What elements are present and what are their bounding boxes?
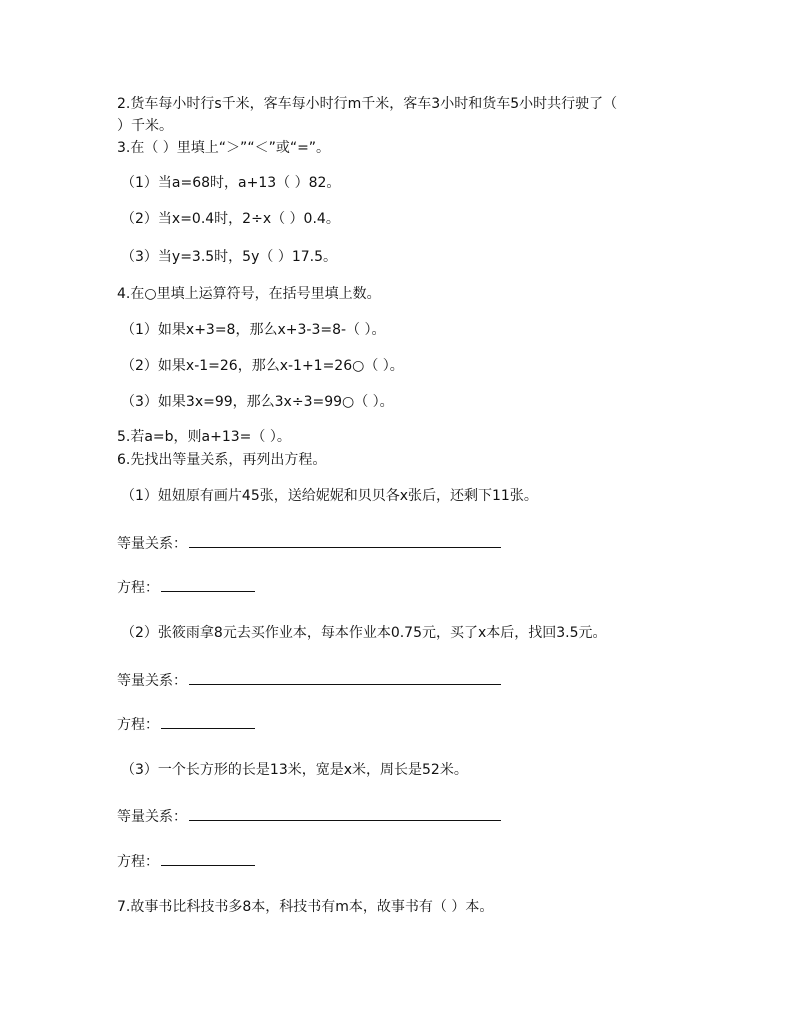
relation-answer-blank[interactable] [189, 533, 501, 548]
question-3-item-2: （2）当x=0.4时，2÷x（ ）0.4。 [121, 211, 340, 227]
relation-label: 等量关系： [117, 809, 187, 825]
question-3-item-3: （3）当y=3.5时，5y（ ）17.5。 [121, 249, 338, 265]
question-4-item-1: （1）如果x+3=8，那么x+3-3=8-（ ）。 [121, 322, 386, 338]
question-6-part-3: （3）一个长方形的长是13米，宽是x米，周长是52米。 [121, 762, 468, 778]
question-4-item-3: （3）如果3x=99，那么3x÷3=99○（ ）。 [121, 394, 394, 410]
equation-label: 方程： [117, 717, 159, 733]
equation-row-2 [117, 714, 255, 735]
question-2-line-1: 2.货车每小时行s千米，客车每小时行m千米，客车3小时和货车5小时共行驶了（ [117, 96, 618, 112]
equation-answer-blank[interactable] [161, 714, 255, 729]
question-6-stem: 6.先找出等量关系，再列出方程。 [117, 452, 327, 468]
question-3-stem: 3.在（ ）里填上“＞”“＜”或“=”。 [117, 140, 331, 156]
relation-row-1 [117, 533, 501, 554]
question-7: 7.故事书比科技书多8本，科技书有m本，故事书有（ ）本。 [117, 899, 494, 915]
question-6-part-2: （2）张筱雨拿8元去买作业本，每本作业本0.75元，买了x本后，找回3.5元。 [121, 625, 607, 641]
equation-row-3 [117, 851, 255, 872]
question-4-item-2: （2）如果x-1=26，那么x-1+1=26○（ ）。 [121, 358, 404, 374]
equation-label: 方程： [117, 580, 159, 596]
equation-answer-blank[interactable] [161, 577, 255, 592]
question-3-item-1: （1）当a=68时，a+13（ ）82。 [121, 175, 341, 191]
equation-row-1 [117, 577, 255, 598]
question-4-stem: 4.在○里填上运算符号，在括号里填上数。 [117, 286, 381, 302]
relation-row-2 [117, 670, 501, 691]
equation-answer-blank[interactable] [161, 851, 255, 866]
relation-answer-blank[interactable] [189, 670, 501, 685]
question-2-line-2: ）千米。 [117, 118, 173, 134]
relation-answer-blank[interactable] [189, 806, 501, 821]
relation-row-3 [117, 806, 501, 827]
question-5: 5.若a=b，则a+13=（ ）。 [117, 429, 291, 445]
relation-label: 等量关系： [117, 673, 187, 689]
equation-label: 方程： [117, 854, 159, 870]
question-6-part-1: （1）妞妞原有画片45张，送给妮妮和贝贝各x张后，还剩下11张。 [121, 488, 538, 504]
relation-label: 等量关系： [117, 536, 187, 552]
